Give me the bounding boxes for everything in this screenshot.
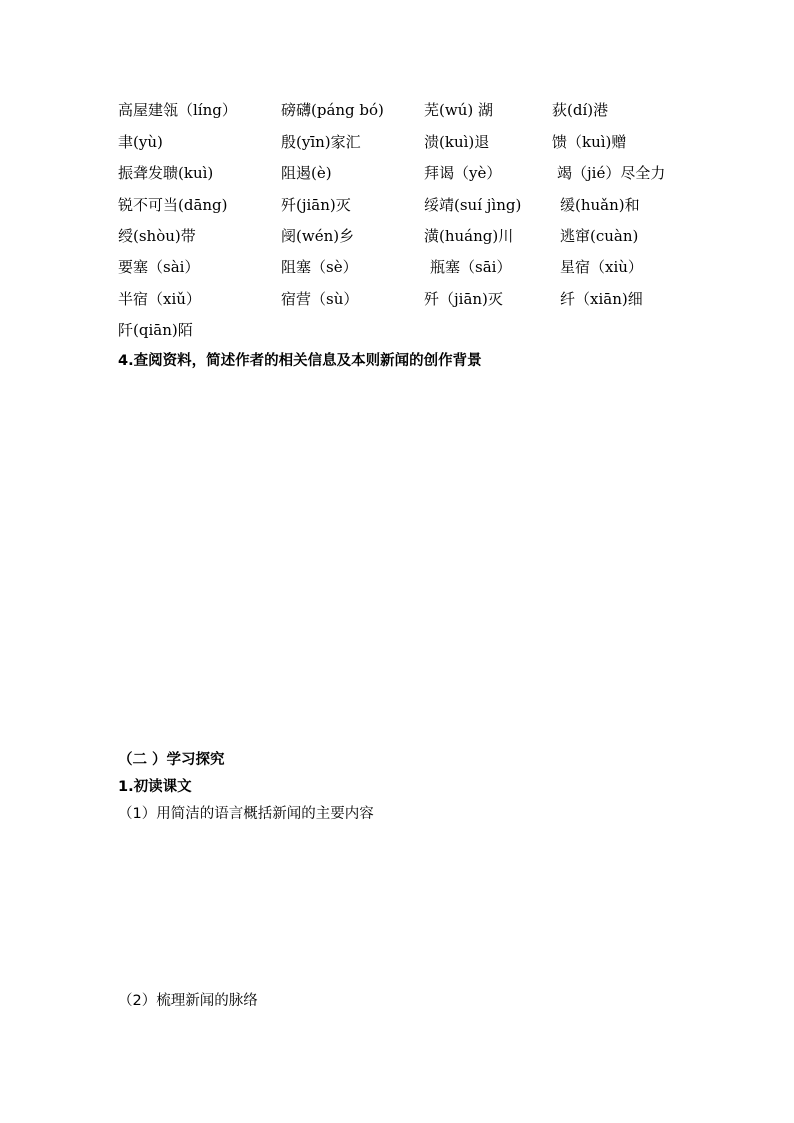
- vocab-item: 要塞（sài）: [118, 258, 200, 276]
- question-1-answer-space[interactable]: [118, 830, 678, 980]
- vocab-item: 拜谒（yè）: [424, 164, 502, 182]
- vocab-item: 宿营（sù）: [281, 290, 359, 308]
- vocab-item: 缓(huǎn)和: [560, 196, 640, 214]
- vocab-item: 磅礴(páng bó): [281, 101, 384, 119]
- vocab-item: 竭（jié）尽全力: [557, 164, 666, 182]
- vocab-item: 锐不可当(dāng): [118, 196, 228, 214]
- part-2-heading: （二 ）学习探究: [118, 752, 225, 768]
- vocab-item: 潢(huáng)川: [424, 227, 514, 245]
- question-2: （2）梳理新闻的脉络: [118, 993, 258, 1009]
- vocab-item: 振聋发聩(kuì): [118, 164, 214, 182]
- vocab-item: 纤（xiān)细: [560, 290, 643, 308]
- vocabulary-grid: [0, 0, 794, 350]
- vocab-item: 阻塞（sè）: [281, 258, 358, 276]
- vocab-item: 荻(dí)港: [552, 101, 609, 119]
- vocab-item: 殷(yīn)家汇: [281, 133, 361, 151]
- section-4-answer-space[interactable]: [118, 380, 678, 740]
- vocab-item: 绶(shòu)带: [118, 227, 196, 245]
- section-4-heading: 4.查阅资料，简述作者的相关信息及本则新闻的创作背景: [118, 353, 482, 369]
- vocab-item: 阡(qiān)陌: [118, 321, 193, 339]
- vocab-item: 瓶塞（sāi）: [430, 258, 512, 276]
- vocab-item: 逃窜(cuàn): [560, 227, 639, 245]
- vocab-item: 聿(yù): [118, 133, 163, 151]
- vocab-item: 溃(kuì)退: [424, 133, 490, 151]
- vocab-item: 芜(wú) 湖: [424, 101, 493, 119]
- vocab-item: 绥靖(suí jìng): [424, 196, 522, 214]
- item-1-heading: 1.初读课文: [118, 779, 192, 795]
- vocab-item: 阻遏(è): [281, 164, 332, 182]
- question-2-answer-space[interactable]: [118, 1016, 678, 1106]
- vocab-item: 高屋建瓴（líng）: [118, 101, 237, 119]
- vocab-item: 歼（jiān)灭: [424, 290, 503, 308]
- vocab-item: 半宿（xiǔ）: [118, 290, 201, 308]
- vocab-item: 馈（kuì)赠: [552, 133, 627, 151]
- vocab-item: 星宿（xiù）: [560, 258, 643, 276]
- vocab-item: 歼(jiān)灭: [281, 196, 351, 214]
- vocab-item: 阌(wén)乡: [281, 227, 355, 245]
- question-1: （1）用简洁的语言概括新闻的主要内容: [118, 806, 374, 822]
